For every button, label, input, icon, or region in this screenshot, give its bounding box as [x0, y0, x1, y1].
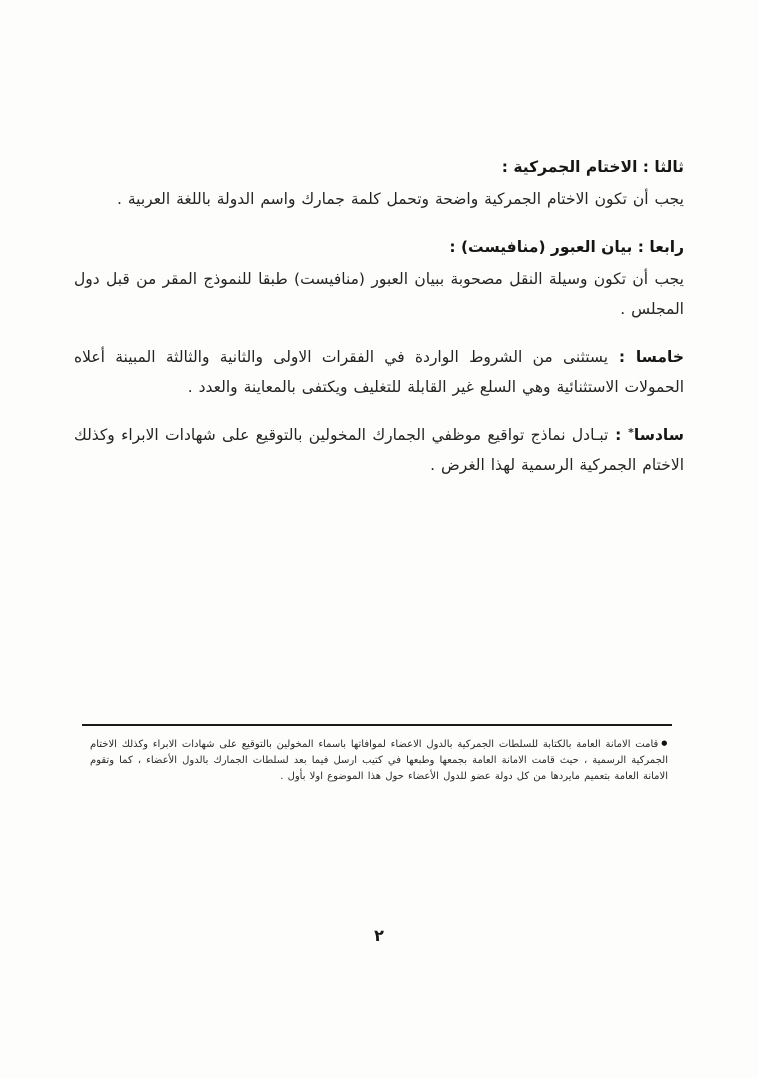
footnote-divider	[82, 724, 672, 726]
page-number: ٢	[374, 926, 384, 945]
section-exemptions	[74, 342, 684, 402]
section-label: خامسا	[635, 348, 684, 366]
section-text: يستثنى من الشروط الواردة في الفقرات الاولى والثانية والثالثة المبينة أعلاه الحمولات الاستثنائية وهي السلع غير القابلة للتغليف ويكتفى بالمعاينة والعدد .	[74, 348, 684, 396]
section-label: سادسا	[633, 426, 684, 444]
section-heading: رابعا : بيان العبور (منافيست) :	[449, 238, 684, 256]
page-content	[74, 152, 684, 498]
section-body	[74, 420, 684, 480]
section-heading: ثالثا : الاختام الجمركية :	[501, 158, 684, 176]
footnote-area	[80, 724, 674, 785]
section-text: تبـادل نماذج تواقيع موظفي الجمارك المخولين بالتوقيع على شهادات الابراء وكذلك الاختام الجمركية الرسمية لهذا الغرض .	[74, 426, 684, 474]
section-separator: :	[608, 348, 636, 366]
section-separator: :	[608, 426, 629, 444]
section-body: يجب أن تكون وسيلة النقل مصحوبة ببيان العبور (منافيست) طبقا للنموذج المقر من قبل دول المجلس .	[74, 270, 684, 318]
footnote	[80, 735, 674, 785]
bullet-icon: ●	[661, 739, 668, 747]
section-body: يجب أن تكون الاختام الجمركية واضحة وتحمل كلمة جمارك واسم الدولة باللغة العربية .	[116, 190, 684, 208]
footnote-text: قامت الامانة العامة بالكتابة للسلطات الجمركية بالدول الاعضاء لموافاتها باسماء المخولين بالتوقيع على شهادات الابراء وكذلك الاختام الجمركية الرسمية ، حيث قامت الامانة العامة بجمعها وطبعها في كتيب ارسل فيما بعد لسلطات الجمارك بالدول الأعضاء ، كما وتقوم الامانة العامة بتعميم مايردها من كل دولة عضو للدول الأعضاء حول هذا الموضوع اولا بأول .	[90, 739, 668, 782]
section-body	[74, 342, 684, 402]
footnote-marker: *	[628, 426, 634, 439]
section-customs-seals	[74, 152, 684, 214]
section-signature-exchange	[74, 420, 684, 480]
section-transit-manifest	[74, 232, 684, 324]
